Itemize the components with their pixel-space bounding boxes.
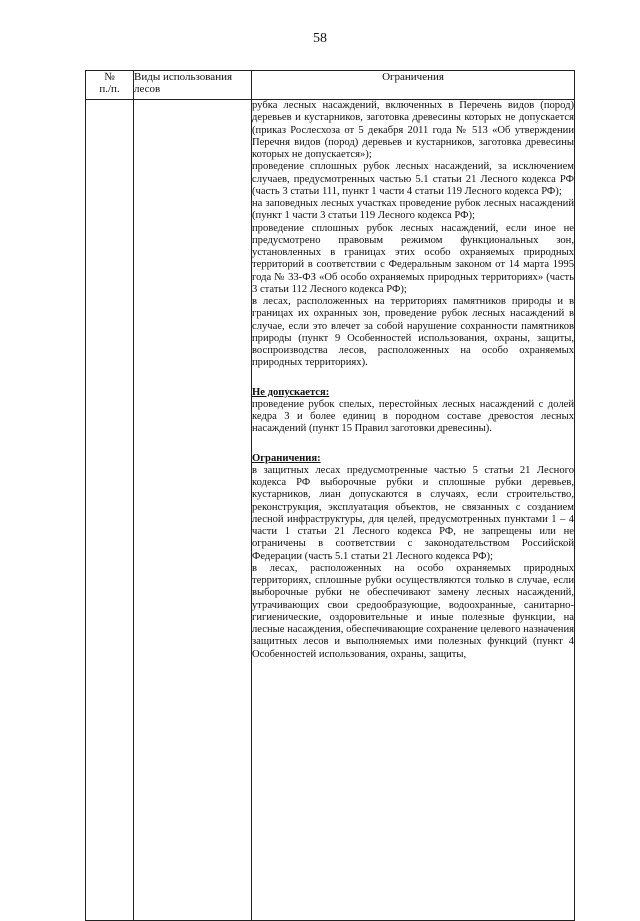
header-number	[86, 71, 134, 100]
restrictions-table	[85, 70, 575, 921]
header-number-label: № п./п.	[99, 71, 120, 95]
paragraph: в защитных лесах предусмотренные частью 5 статьи 21 Лесного кодекса РФ выборочные рубки и сплошные рубки деревьев, кустарников, лиан допускаются в случаях, если строительство, реконструкция, эксплуатация объектов, не связанных с созданием лесной инфраструктуры, для целей, предусмотренных пунктами 1 – 4 части 1 статьи 21 Лесного кодекса РФ, не запрещены или не ограничены в соответствии с законодательством Российской Федерации (часть 5.1 статьи 21 Лесного кодекса РФ);	[252, 464, 574, 562]
paragraph: проведение сплошных рубок лесных насаждений, за исключением случаев, предусмотренных частью 5.1 статьи 21 Лесного кодекса РФ (часть 3 статьи 111, пункт 1 части 4 статьи 119 Лесного кодекса РФ);	[252, 161, 574, 197]
paragraph: в лесах, расположенных на особо охраняемых природных территориях, сплошные рубки осуществляются только в случае, если выборочные рубки не обеспечивают замену лесных насаждений, утрачивающих свои средообразующие, водоохранные, санитарно-гигиенические, оздоровительные и иные полезные функции, на лесные насаждения, обеспечивающие сохранение целевого назначения защитных лесов и выполняемых ими полезных функций (пункт 4 Особенностей использования, охраны, защиты,	[252, 562, 574, 660]
page-number: 58	[313, 31, 327, 46]
paragraph: проведение рубок спелых, перестойных лесных насаждений с долей кедра 3 и более единиц в породном составе древостоя лесных насаждений (пункт 15 Правил заготовки древесины).	[252, 398, 574, 435]
paragraph: рубка лесных насаждений, включенных в Перечень видов (пород) деревьев и кустарников, заготовка древесины которых не допускается (приказ Рослесхоза от 5 декабря 2011 года № 513 «Об утверждении Перечня видов (пород) деревьев и кустарников, заготовка древесины которых не допускается»);	[252, 100, 574, 160]
table-header-row	[86, 71, 575, 100]
section-heading-restrictions: Ограничения:	[252, 452, 321, 464]
restrictions-text	[252, 100, 574, 661]
header-restrictions	[252, 71, 575, 100]
table-row	[86, 100, 575, 921]
paragraph: в лесах, расположенных на территориях памятников природы и в границах их охранных зон, проведение рубок лесных насаждений в случае, если это влечет за собой нарушение сохранности памятников природы (пункт 9 Особенностей использования, охраны, защиты, воспроизводства лесов, расположенных на особо охраняемых природных территориях).	[252, 296, 574, 369]
spacer	[252, 436, 574, 453]
header-restrictions-label: Ограничения	[382, 71, 444, 83]
cell-forest-use-empty	[134, 100, 252, 921]
paragraph: на заповедных лесных участках проведение рубок лесных насаждений (пункт 1 части 3 статьи 119 Лесного кодекса РФ);	[252, 198, 574, 222]
cell-number-empty	[86, 100, 134, 921]
spacer	[252, 370, 574, 387]
section-heading-not-allowed: Не допускается:	[252, 386, 330, 398]
header-forest-use-types	[134, 71, 252, 100]
paragraph: проведение сплошных рубок лесных насаждений, если иное не предусмотрено правовым режимом функциональных зон, установленных в границах этих особо охраняемых природных территорий в соответствии с Федеральным законом от 14 марта 1995 года № 33-ФЗ «Об особо охраняемых природных территориях» (часть 3 статьи 112 Лесного кодекса РФ);	[252, 222, 574, 295]
header-forest-use-label: Виды использования лесов	[134, 71, 233, 95]
cell-restrictions	[252, 100, 575, 921]
